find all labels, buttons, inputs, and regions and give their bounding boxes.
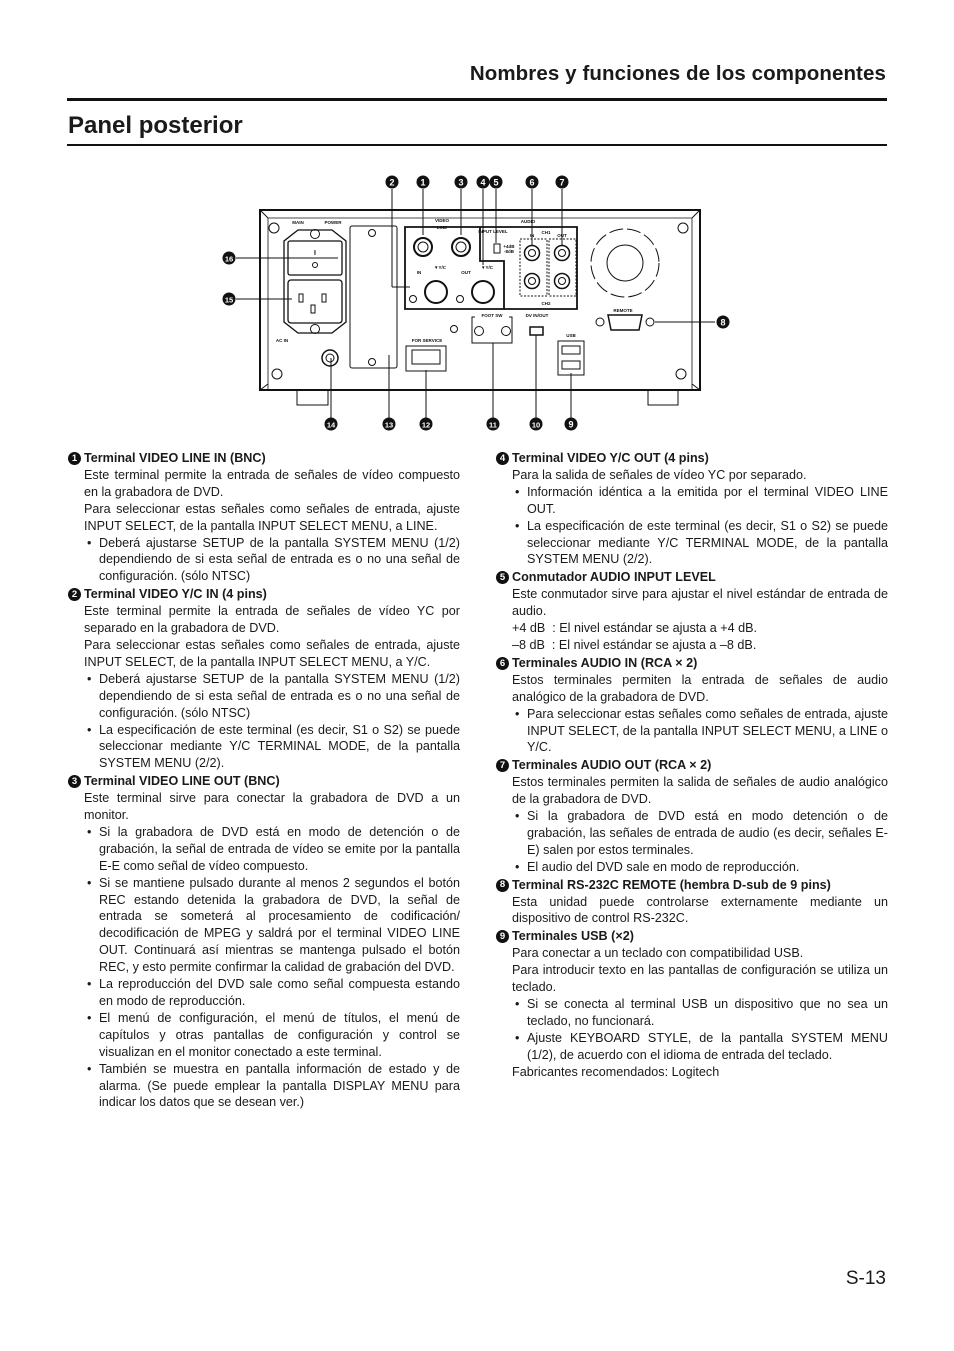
item-3 bbox=[68, 773, 460, 1111]
item-para: Fabricantes recomendados: Logitech bbox=[512, 1064, 720, 1079]
item-para: Para introducir texto en las pantallas de configuración se utiliza un teclado. bbox=[512, 963, 888, 995]
svg-text:11: 11 bbox=[489, 420, 497, 430]
item-para: Estos terminales permiten la salida de señales de audio analógico de la grabadora de DVD. bbox=[512, 775, 888, 807]
item-para: Este terminal sirve para conectar la grabadora de DVD a un monitor. bbox=[84, 791, 460, 823]
level-row: –8 dB : El nivel estándar se ajusta a –8 dB. bbox=[512, 637, 757, 652]
item-para: Este conmutador sirve para ajustar el nivel estándar de entrada de audio. bbox=[512, 587, 888, 619]
left-column bbox=[68, 450, 460, 1112]
svg-text:15: 15 bbox=[224, 295, 234, 305]
svg-text:16: 16 bbox=[224, 254, 234, 264]
number-badge-2: 2 bbox=[68, 588, 81, 601]
svg-text:7: 7 bbox=[559, 177, 565, 188]
svg-text:10: 10 bbox=[531, 420, 541, 430]
item-title: Conmutador AUDIO INPUT LEVEL bbox=[512, 570, 716, 585]
bullet: • Información idéntica a la emitida por el terminal VIDEO LINE OUT. bbox=[496, 484, 888, 518]
bullet: • Si se mantiene pulsado durante al menos 2 segundos el botón REC estando detenida la grabadora de DVD, la señal de entrada se someterá al procesamiento de codificación/ decodificación de MPEG y saldrá por el terminal VIDEO LINE OUT. Continuará así mientras se mantenga pulsado el botón REC, y esto permite confirmar la calidad de grabación del DVD. bbox=[68, 875, 460, 976]
svg-text:13: 13 bbox=[384, 420, 394, 430]
bullet: • Ajuste KEYBOARD STYLE, de la pantalla SYSTEM MENU (1/2), de acuerdo con el idioma de entrada del teclado. bbox=[496, 1030, 888, 1064]
svg-text:+4dB: +4dB bbox=[503, 244, 515, 249]
bullet: • La especificación de este terminal (es decir, S1 o S2) se puede seleccionar mediante Y/C TERMINAL MODE, de la pantalla SYSTEM MENU (2/2). bbox=[496, 518, 888, 569]
item-title: Terminales AUDIO OUT (RCA × 2) bbox=[512, 758, 712, 773]
svg-text:OUT: OUT bbox=[557, 233, 567, 238]
svg-text:▼Y/C: ▼Y/C bbox=[481, 265, 493, 270]
svg-text:4: 4 bbox=[480, 177, 486, 188]
svg-text:6: 6 bbox=[529, 177, 535, 188]
item-5 bbox=[496, 569, 888, 654]
item-para: Para conectar a un teclado con compatibilidad USB. bbox=[512, 946, 804, 961]
item-para: Para la salida de señales de vídeo YC por separado. bbox=[512, 467, 807, 482]
svg-text:FOOT SW: FOOT SW bbox=[481, 313, 503, 318]
section-title: Nombres y funciones de los componentes bbox=[469, 62, 886, 85]
bullet: • Deberá ajustarse SETUP de la pantalla SYSTEM MENU (1/2) dependiendo de si esta señal de entrada es o no una señal de configuración. (sólo NTSC) bbox=[68, 671, 460, 722]
svg-text:5: 5 bbox=[493, 177, 499, 188]
svg-text:1: 1 bbox=[420, 177, 426, 188]
svg-text:CH2: CH2 bbox=[541, 301, 551, 306]
item-para: Estos terminales permiten la entrada de señales de audio analógico de la grabadora de DVD. bbox=[512, 672, 888, 704]
item-para: Este terminal permite la entrada de señales de vídeo compuesto en la grabadora de DVD. bbox=[84, 467, 460, 499]
number-badge-3: 3 bbox=[68, 775, 81, 788]
item-6 bbox=[496, 655, 888, 756]
item-9 bbox=[496, 928, 888, 1080]
item-para: Para seleccionar estas señales como señales de entrada, ajuste INPUT SELECT, de la pantalla INPUT SELECT MENU, a LINE. bbox=[84, 501, 460, 533]
bullet: • La especificación de este terminal (es decir, S1 o S2) se puede seleccionar mediante Y/C TERMINAL MODE, de la pantalla SYSTEM MENU (2/2). bbox=[68, 722, 460, 773]
number-badge-5: 5 bbox=[496, 571, 509, 584]
svg-text:AUDIO: AUDIO bbox=[520, 219, 536, 224]
item-title: Terminales USB (×2) bbox=[512, 929, 634, 944]
number-badge-9: 9 bbox=[496, 930, 509, 943]
right-column bbox=[496, 450, 888, 1082]
svg-text:8: 8 bbox=[720, 317, 726, 328]
svg-text:VIDEO: VIDEO bbox=[434, 218, 450, 223]
item-1 bbox=[68, 450, 460, 585]
svg-text:INPUT LEVEL: INPUT LEVEL bbox=[478, 229, 508, 234]
page-number: S-13 bbox=[845, 1268, 886, 1289]
number-badge-4: 4 bbox=[496, 452, 509, 465]
svg-text:REMOTE: REMOTE bbox=[613, 308, 633, 313]
bullet: • El menú de configuración, el menú de títulos, el menú de capítulos y otras pantallas de configuración y control se visualizan en el monitor conectado a este terminal. bbox=[68, 1010, 460, 1061]
svg-text:IN: IN bbox=[529, 233, 535, 238]
svg-text:OUT: OUT bbox=[461, 270, 471, 275]
svg-text:CH1: CH1 bbox=[541, 230, 551, 235]
svg-text:FOR SERVICE: FOR SERVICE bbox=[411, 338, 443, 343]
number-badge-1: 1 bbox=[68, 452, 81, 465]
bullet: • La reproducción del DVD sale como señal compuesta estando en modo de reproducción. bbox=[68, 976, 460, 1010]
svg-text:2: 2 bbox=[389, 177, 395, 188]
item-2 bbox=[68, 586, 460, 772]
item-title: Terminales AUDIO IN (RCA × 2) bbox=[512, 655, 698, 670]
svg-text:-8dB: -8dB bbox=[504, 249, 514, 254]
item-title: Terminal VIDEO Y/C IN (4 pins) bbox=[84, 587, 267, 602]
level-row: +4 dB : El nivel estándar se ajusta a +4 dB. bbox=[512, 621, 758, 636]
svg-text:LINE: LINE bbox=[436, 225, 448, 230]
svg-text:DV IN/OUT: DV IN/OUT bbox=[525, 313, 549, 318]
svg-text:I: I bbox=[314, 250, 316, 257]
item-title: Terminal VIDEO LINE OUT (BNC) bbox=[84, 774, 280, 789]
page-title: Panel posterior bbox=[68, 112, 243, 139]
svg-text:9: 9 bbox=[568, 419, 574, 430]
item-title: Terminal VIDEO LINE IN (BNC) bbox=[84, 451, 266, 465]
svg-text:IN: IN bbox=[416, 270, 422, 275]
svg-text:3: 3 bbox=[458, 177, 464, 188]
number-badge-6: 6 bbox=[496, 657, 509, 670]
svg-text:USB: USB bbox=[566, 333, 576, 338]
item-title: Terminal RS-232C REMOTE (hembra D-sub de 9 pins) bbox=[512, 877, 831, 892]
rear-panel-diagram bbox=[220, 165, 740, 435]
item-para: Este terminal permite la entrada de señales de vídeo YC por separado en la grabadora de DVD. bbox=[84, 604, 460, 636]
svg-text:AC IN: AC IN bbox=[275, 338, 289, 343]
svg-text:▼Y/C: ▼Y/C bbox=[434, 265, 446, 270]
bullet: • También se muestra en pantalla información de estado y de alarma. (Se puede emplear la pantalla DISPLAY MENU para indicar los datos que se desean ver.) bbox=[68, 1061, 460, 1112]
bullet: • Para seleccionar estas señales como señales de entrada, ajuste INPUT SELECT, de la pantalla INPUT SELECT MENU, a LINE o Y/C. bbox=[496, 706, 888, 757]
svg-text:14: 14 bbox=[326, 420, 336, 430]
bullet: • Si la grabadora de DVD está en modo detención o de grabación, las señales de entrada de audio (es decir, señales E-E) salen por estos terminales. bbox=[496, 808, 888, 859]
item-8 bbox=[496, 877, 888, 928]
item-4 bbox=[496, 450, 888, 568]
svg-text:MAIN: MAIN bbox=[292, 220, 304, 225]
item-para: Esta unidad puede controlarse externamente mediante un dispositivo de control RS-232C. bbox=[512, 894, 888, 926]
title-rule bbox=[67, 144, 887, 146]
header-rule bbox=[67, 98, 887, 101]
svg-text:12: 12 bbox=[421, 420, 431, 430]
number-badge-7: 7 bbox=[496, 759, 509, 772]
number-badge-8: 8 bbox=[496, 879, 509, 892]
bullet: • Si se conecta al terminal USB un dispositivo que no sea un teclado, no funcionará. bbox=[496, 996, 888, 1030]
item-para: Para seleccionar estas señales como señales de entrada, ajuste INPUT SELECT, de la pantalla INPUT SELECT MENU, a Y/C. bbox=[84, 637, 460, 669]
bullet: • Deberá ajustarse SETUP de la pantalla SYSTEM MENU (1/2) dependiendo de si esta señal de entrada es o no una señal de configuración. (sólo NTSC) bbox=[68, 535, 460, 586]
item-7 bbox=[496, 757, 888, 875]
bullet: • El audio del DVD sale en modo de reproducción. bbox=[496, 859, 888, 876]
svg-text:POWER: POWER bbox=[324, 220, 342, 225]
item-title: Terminal VIDEO Y/C OUT (4 pins) bbox=[512, 451, 709, 465]
bullet: • Si la grabadora de DVD está en modo de detención o de grabación, la señal de entrada de vídeo se emite por la pantalla E-E como señal de vídeo compuesto. bbox=[68, 824, 460, 875]
